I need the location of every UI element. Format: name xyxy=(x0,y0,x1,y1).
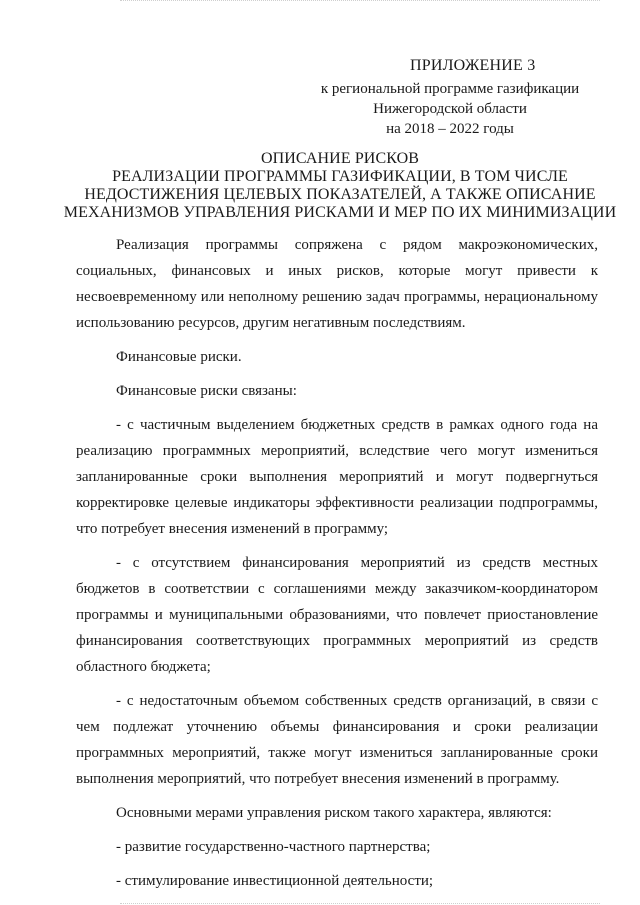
title-line-1: ОПИСАНИЕ РИСКОВ xyxy=(260,150,420,167)
title-line-4: МЕХАНИЗМОВ УПРАВЛЕНИЯ РИСКАМИ И МЕР ПО ИХ МИНИМИЗАЦИИ xyxy=(63,204,617,221)
document-title xyxy=(40,150,640,222)
paragraph-financial-risks: Финансовые риски. xyxy=(116,349,242,365)
title-line-2: РЕАЛИЗАЦИИ ПРОГРАММЫ ГАЗИФИКАЦИИ, В ТОМ ЧИСЛЕ xyxy=(112,168,568,185)
scan-edge-top xyxy=(120,0,600,2)
paragraph-insufficient-funds: - с недостаточным объемом собственных средств организаций, в связи с чем подлежат уточнению объемы финансирования и сроки реализации программных мероприятий, также могут измениться запланированные сроки выполнения мероприятий, что потребует внесения изменений в программу. xyxy=(76,693,598,787)
paragraph-intro: Реализация программы сопряжена с рядом макроэкономических, социальных, финансовых и иных рисков, которые могут привести к несвоевременному или неполному решению задач программы, нерациональному использованию ресурсов, другим негативным последствиям. xyxy=(76,237,598,331)
paragraph-partial-funding: - с частичным выделением бюджетных средств в рамках одного года на реализацию программных мероприятий, вследствие чего могут измениться запланированные сроки выполнения мероприятий и могут подвергнуться корректировке целевые индикаторы эффективности реализации подпрограммы, что потребует внесения изменений в программу; xyxy=(76,417,598,537)
paragraph-main-measures: Основными мерами управления риском такого характера, являются: xyxy=(116,805,552,821)
reference-line-3: на 2018 – 2022 годы xyxy=(386,121,514,137)
reference-line-2: Нижегородской области xyxy=(373,101,527,117)
paragraph-no-local-funding: - с отсутствием финансирования мероприятий из средств местных бюджетов в соответствии с соглашениями между заказчиком-координатором программы и муниципальными образованиями, что повлечет приостановление финансирования соответствующих программных мероприятий из средств областного бюджета; xyxy=(76,555,598,675)
title-line-3: НЕДОСТИЖЕНИЯ ЦЕЛЕВЫХ ПОКАЗАТЕЛЕЙ, А ТАКЖЕ ОПИСАНИЕ xyxy=(84,186,596,203)
paragraph-risks-related: Финансовые риски связаны: xyxy=(116,383,297,399)
list-item-investment: - стимулирование инвестиционной деятельности; xyxy=(116,873,434,889)
appendix-reference xyxy=(300,79,600,139)
appendix-number: ПРИЛОЖЕНИЕ 3 xyxy=(410,57,536,74)
document-body xyxy=(76,232,598,894)
reference-line-1: к региональной программе газификации xyxy=(320,81,580,97)
list-item-ppp: - развитие государственно-частного партнерства; xyxy=(116,839,431,855)
